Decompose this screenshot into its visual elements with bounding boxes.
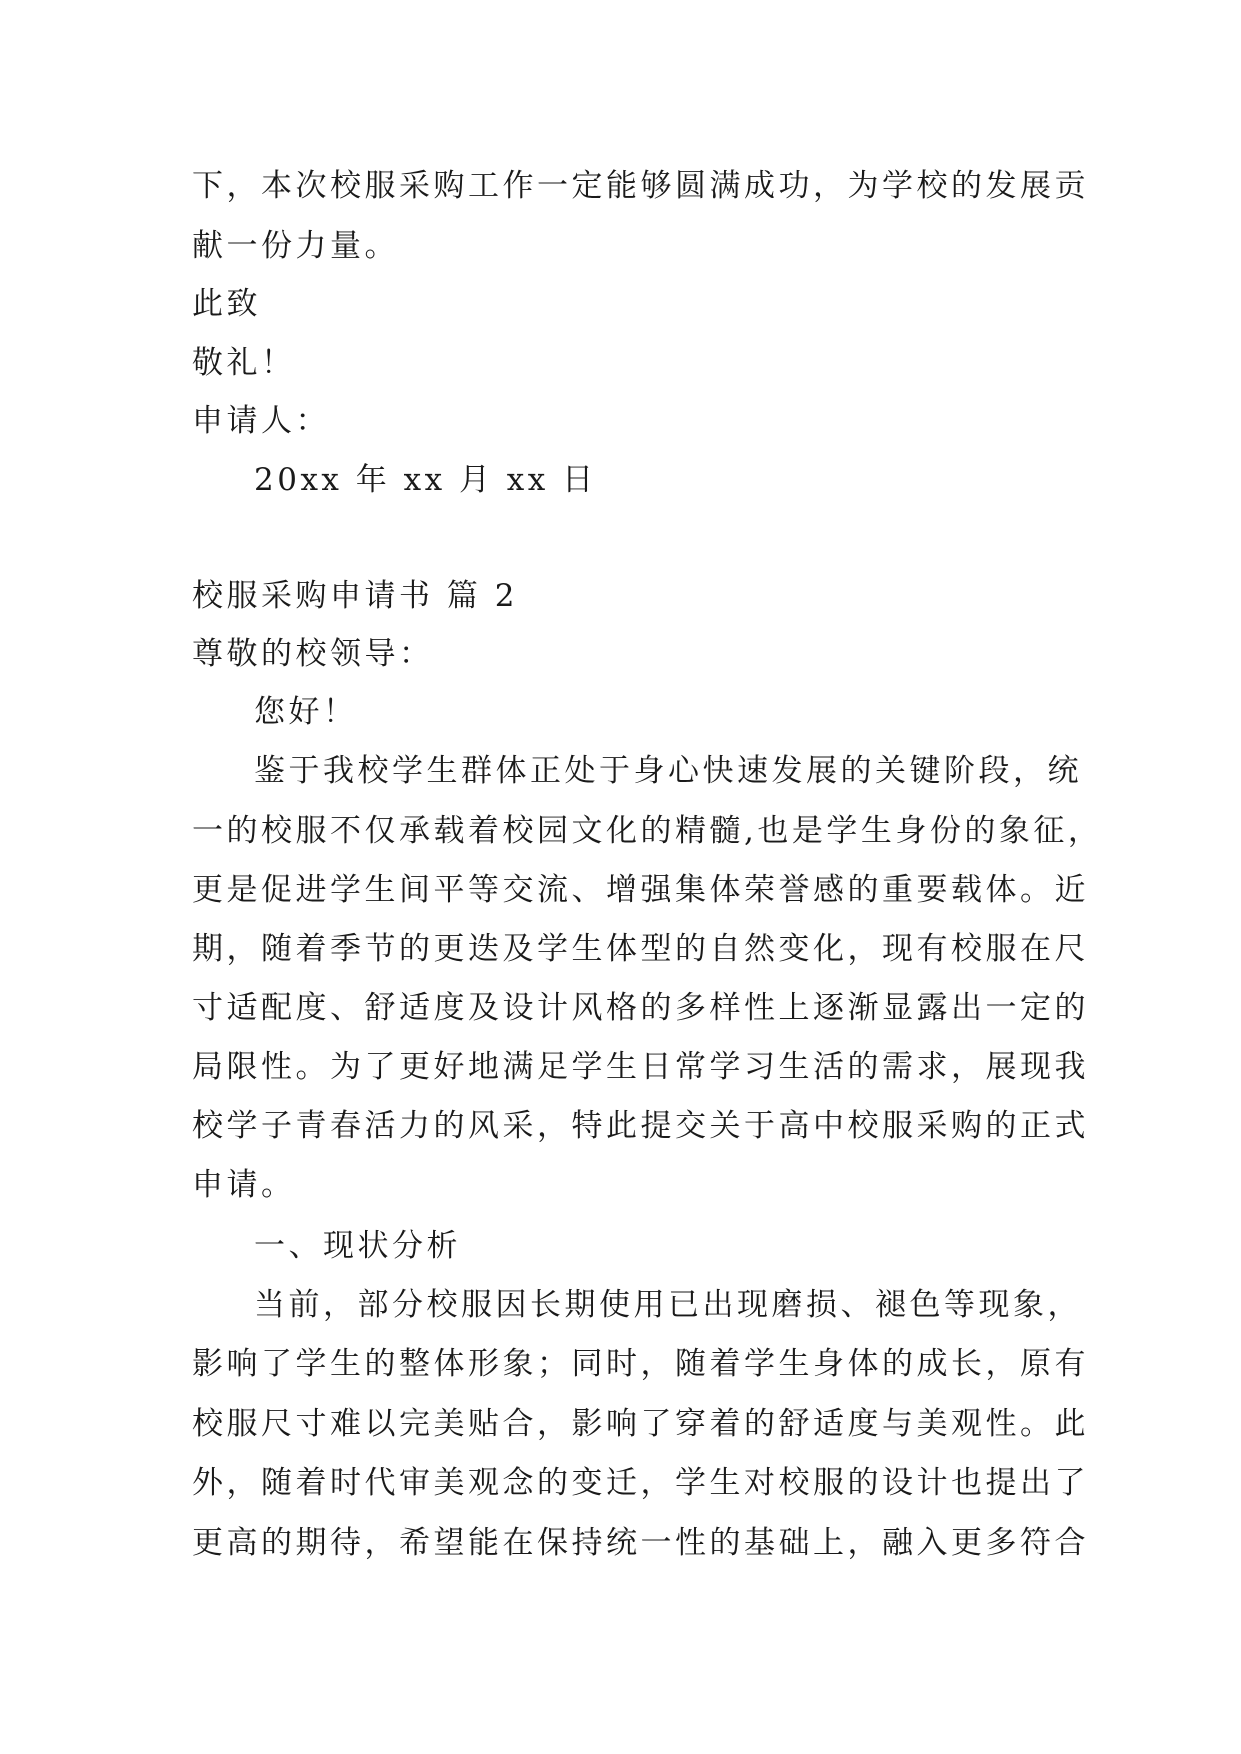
paragraph-line: 下，本次校服采购工作一定能够圆满成功，为学校的发展贡 xyxy=(192,168,1089,204)
paragraph-line: 期，随着季节的更迭及学生体型的自然变化，现有校服在尺 xyxy=(192,931,1089,967)
paragraph-line: 影响了学生的整体形象；同时，随着学生身体的成长，原有 xyxy=(192,1346,1089,1382)
greeting-addressee: 尊敬的校领导： xyxy=(192,636,434,672)
closing-regards: 敬礼！ xyxy=(192,345,296,381)
date-line: 20xx 年 xx 月 xx 日 xyxy=(254,462,597,498)
paragraph-line: 更高的期待，希望能在保持统一性的基础上，融入更多符合 xyxy=(192,1525,1089,1561)
paragraph-line: 献一份力量。 xyxy=(192,228,399,264)
paragraph-line: 寸适配度、舒适度及设计风格的多样性上逐渐显露出一定的 xyxy=(192,990,1089,1026)
paragraph-line: 当前，部分校服因长期使用已出现磨损、褪色等现象， xyxy=(254,1287,1082,1323)
paragraph-line: 局限性。为了更好地满足学生日常学习生活的需求，展现我 xyxy=(192,1049,1089,1085)
subsection-heading: 一、现状分析 xyxy=(254,1228,461,1264)
paragraph-line: 一的校服不仅承载着校园文化的精髓,也是学生身份的象征， xyxy=(192,813,1103,849)
closing-salutation: 此致 xyxy=(192,286,261,322)
greeting: 您好！ xyxy=(254,694,358,730)
paragraph-line: 更是促进学生间平等交流、增强集体荣誉感的重要载体。近 xyxy=(192,872,1089,908)
paragraph-line: 校服尺寸难以完美贴合，影响了穿着的舒适度与美观性。此 xyxy=(192,1406,1089,1442)
section-title: 校服采购申请书 篇 2 xyxy=(192,578,518,614)
paragraph-line: 校学子青春活力的风采，特此提交关于高中校服采购的正式 xyxy=(192,1108,1089,1144)
paragraph-line: 外，随着时代审美观念的变迁，学生对校服的设计也提出了 xyxy=(192,1465,1089,1501)
paragraph-line: 申请。 xyxy=(192,1167,296,1203)
paragraph-line: 鉴于我校学生群体正处于身心快速发展的关键阶段，统 xyxy=(254,753,1082,789)
applicant-label: 申请人： xyxy=(192,403,330,439)
